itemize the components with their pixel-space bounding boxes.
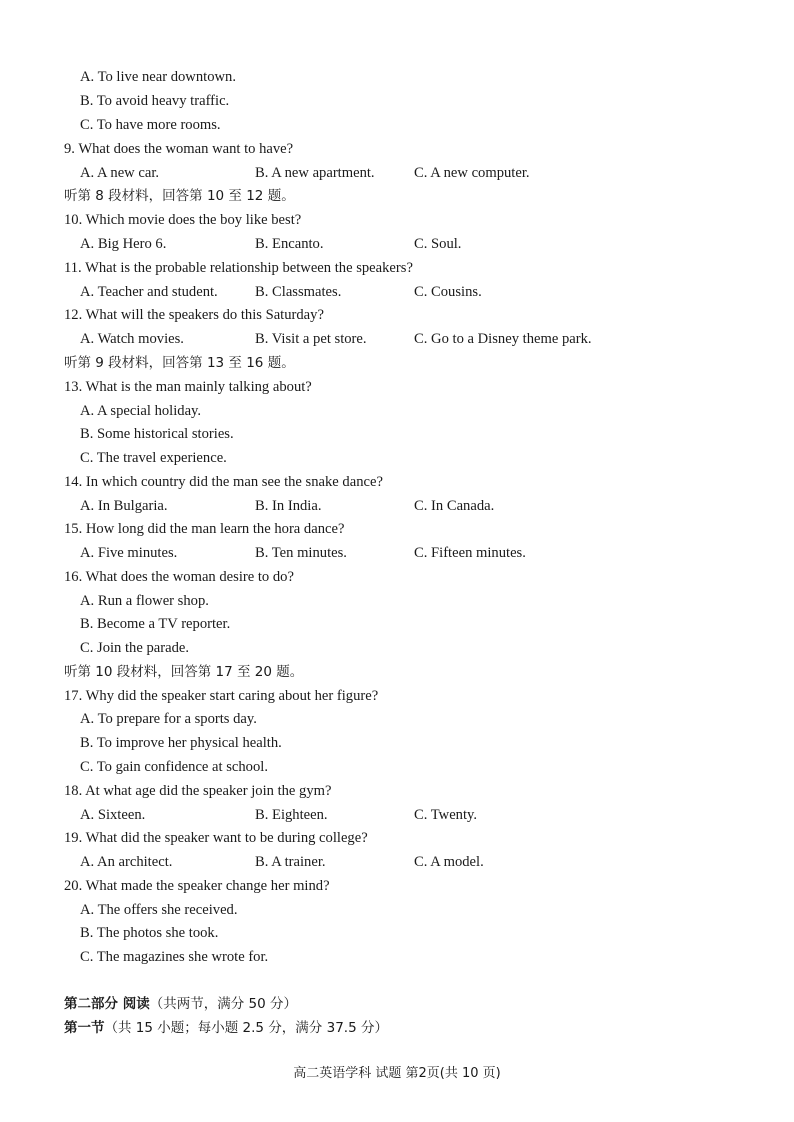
q11-option-b: B. Classmates. bbox=[255, 284, 342, 300]
section9-instruction: 听第 9 段材料，回答第 13 至 16 题。 bbox=[64, 355, 295, 371]
q20-option-b: B. The photos she took. bbox=[80, 925, 219, 941]
section1-heading bbox=[64, 1018, 388, 1038]
part2-title: 第二部分 阅读 bbox=[64, 996, 150, 1012]
q8-option-b: B. To avoid heavy traffic. bbox=[80, 93, 230, 109]
q17-option-b: B. To improve her physical health. bbox=[80, 735, 282, 751]
q17-option-a: A. To prepare for a sports day. bbox=[80, 711, 257, 727]
q9-option-c: C. A new computer. bbox=[414, 165, 530, 181]
q9-option-b: B. A new apartment. bbox=[255, 165, 375, 181]
q17-option-c: C. To gain confidence at school. bbox=[80, 759, 268, 775]
q10-option-c: C. Soul. bbox=[414, 236, 462, 252]
q13-option-c: C. The travel experience. bbox=[80, 450, 227, 466]
q14-question: 14. In which country did the man see the snake dance? bbox=[64, 474, 383, 490]
q12-option-b: B. Visit a pet store. bbox=[255, 331, 367, 347]
q10-question: 10. Which movie does the boy like best? bbox=[64, 212, 302, 228]
q17-question: 17. Why did the speaker start caring about her figure? bbox=[64, 688, 379, 704]
section10-instruction: 听第 10 段材料，回答第 17 至 20 题。 bbox=[64, 664, 304, 680]
q19-option-a: A. An architect. bbox=[80, 854, 173, 870]
q13-option-b: B. Some historical stories. bbox=[80, 426, 234, 442]
q15-option-b: B. Ten minutes. bbox=[255, 545, 347, 561]
q16-option-c: C. Join the parade. bbox=[80, 640, 190, 656]
q14-option-c: C. In Canada. bbox=[414, 498, 495, 514]
q16-option-a: A. Run a flower shop. bbox=[80, 593, 209, 609]
q12-option-a: A. Watch movies. bbox=[80, 331, 184, 347]
q8-option-a: A. To live near downtown. bbox=[80, 69, 236, 85]
q14-option-a: A. In Bulgaria. bbox=[80, 498, 168, 514]
q18-option-b: B. Eighteen. bbox=[255, 807, 328, 823]
section8-instruction: 听第 8 段材料，回答第 10 至 12 题。 bbox=[64, 188, 295, 204]
q9-question: 9. What does the woman want to have? bbox=[64, 141, 294, 157]
q11-question: 11. What is the probable relationship between the speakers? bbox=[64, 260, 413, 276]
q10-option-b: B. Encanto. bbox=[255, 236, 324, 252]
q12-question: 12. What will the speakers do this Saturday? bbox=[64, 307, 324, 323]
q18-question: 18. At what age did the speaker join the gym? bbox=[64, 783, 332, 799]
section1-detail: （共 15 小题；每小题 2.5 分，满分 37.5 分） bbox=[104, 1020, 388, 1036]
q12-option-c: C. Go to a Disney theme park. bbox=[414, 331, 592, 347]
q15-option-a: A. Five minutes. bbox=[80, 545, 178, 561]
q16-option-b: B. Become a TV reporter. bbox=[80, 616, 231, 632]
q13-option-a: A. A special holiday. bbox=[80, 403, 202, 419]
q15-option-c: C. Fifteen minutes. bbox=[414, 545, 526, 561]
q18-option-c: C. Twenty. bbox=[414, 807, 478, 823]
q15-question: 15. How long did the man learn the hora dance? bbox=[64, 521, 345, 537]
q11-option-a: A. Teacher and student. bbox=[80, 284, 218, 300]
q11-option-c: C. Cousins. bbox=[414, 284, 482, 300]
q10-option-a: A. Big Hero 6. bbox=[80, 236, 167, 252]
q16-question: 16. What does the woman desire to do? bbox=[64, 569, 294, 585]
q19-question: 19. What did the speaker want to be during college? bbox=[64, 830, 368, 846]
q18-option-a: A. Sixteen. bbox=[80, 807, 146, 823]
q14-option-b: B. In India. bbox=[255, 498, 322, 514]
q20-option-a: A. The offers she received. bbox=[80, 902, 238, 918]
part2-heading bbox=[64, 994, 297, 1014]
section1-title: 第一节 bbox=[64, 1020, 105, 1036]
q9-option-a: A. A new car. bbox=[80, 165, 160, 181]
q8-option-c: C. To have more rooms. bbox=[80, 117, 221, 133]
q20-option-c: C. The magazines she wrote for. bbox=[80, 949, 269, 965]
q20-question: 20. What made the speaker change her mind? bbox=[64, 878, 330, 894]
part2-detail: （共两节，满分 50 分） bbox=[149, 996, 297, 1012]
page-footer: 高二英语学科 试题 第2页(共 10 页) bbox=[293, 1066, 501, 1081]
q19-option-c: C. A model. bbox=[414, 854, 484, 870]
q19-option-b: B. A trainer. bbox=[255, 854, 326, 870]
q13-question: 13. What is the man mainly talking about? bbox=[64, 379, 312, 395]
